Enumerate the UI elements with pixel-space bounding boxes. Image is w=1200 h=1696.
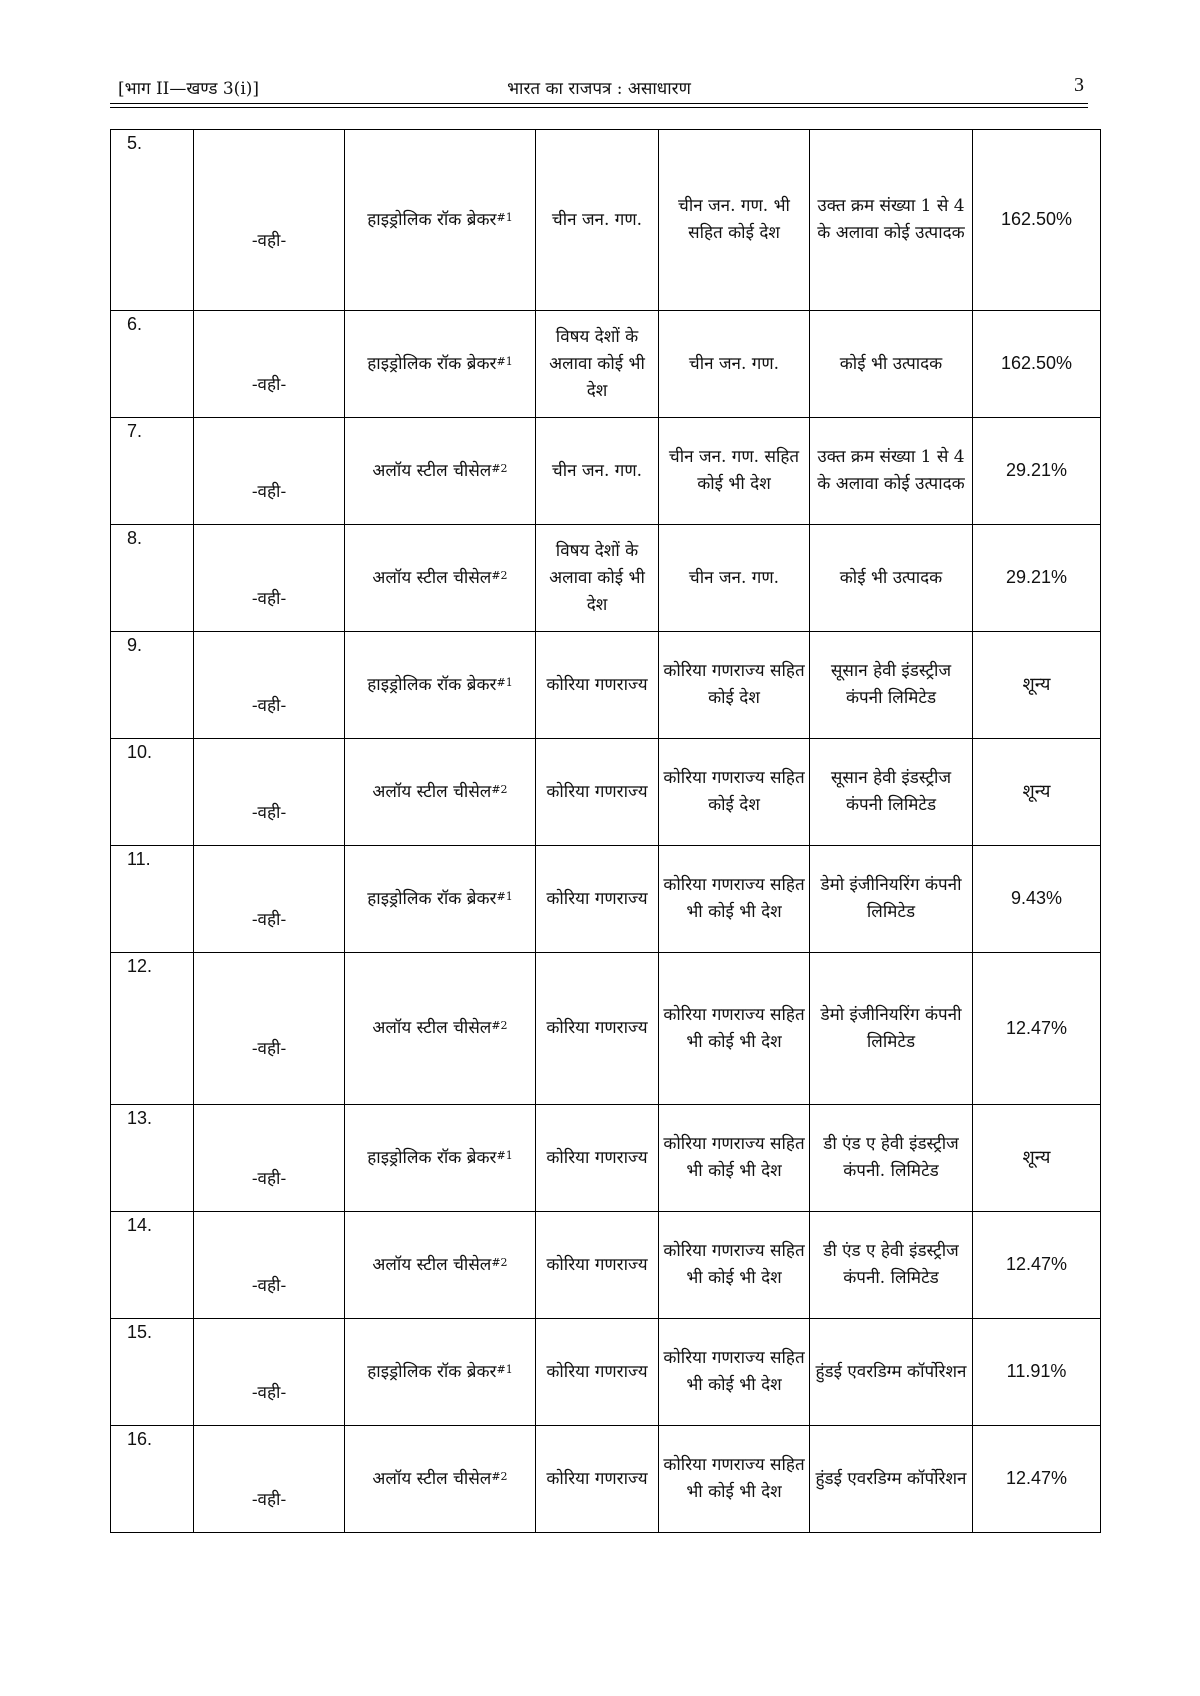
same-as-above-cell [194, 130, 345, 311]
footnote-marker: #1 [496, 675, 513, 689]
product-cell [345, 525, 536, 632]
footnote-marker: #2 [491, 1469, 508, 1483]
export-cell [659, 130, 810, 311]
table-row [111, 846, 1101, 953]
table-row [111, 418, 1101, 525]
country-of-export: कोरिया गणराज्य सहित भी कोई भी देश [663, 1134, 805, 1181]
serial-number: 5. [127, 133, 143, 153]
country-of-origin: कोरिया गणराज्य [546, 888, 648, 909]
duty-rate: 162.50% [1000, 353, 1073, 373]
serial-number: 6. [127, 314, 143, 334]
same-as-above-cell [194, 739, 345, 846]
footnote-marker: #1 [496, 1148, 513, 1162]
serial-number: 11. [127, 849, 151, 869]
gazette-part: [भाग II—खण्ड 3(i)] [118, 79, 260, 99]
country-of-origin: कोरिया गणराज्य [546, 781, 648, 802]
export-cell [659, 311, 810, 418]
table-row [111, 525, 1101, 632]
producer-cell [810, 1319, 973, 1426]
serial-number: 9. [127, 635, 143, 655]
duty-cell [973, 311, 1101, 418]
header-rule-bottom [110, 107, 1088, 108]
serial-number: 7. [127, 421, 143, 441]
product-name: अलॉय स्टील चीसेल [372, 567, 492, 588]
same-as-above: -वही- [251, 1382, 287, 1403]
same-as-above-cell [194, 953, 345, 1105]
header-rule-top [110, 103, 1088, 104]
producer-cell [810, 1105, 973, 1212]
product-cell [345, 1105, 536, 1212]
gazette-title: भारत का राजपत्र : असाधारण [507, 79, 691, 99]
same-as-above-cell [194, 311, 345, 418]
same-as-above-cell [194, 1319, 345, 1426]
footnote-marker: #2 [491, 1019, 508, 1032]
producer-name: हुंडई एवरडिग्म कॉर्पोरेशन [815, 1468, 967, 1489]
same-as-above: -वही- [251, 1039, 287, 1059]
same-as-above-cell [194, 1105, 345, 1212]
duty-rate: 162.50% [1000, 209, 1073, 229]
export-cell [659, 525, 810, 632]
country-of-origin: चीन जन. गण. [551, 209, 643, 230]
duty-cell [973, 1105, 1101, 1212]
serial-number-cell [111, 953, 194, 1105]
duty-rate: शून्य [1022, 1147, 1051, 1167]
origin-cell [536, 632, 659, 739]
origin-cell [536, 1426, 659, 1533]
producer-name: उक्त क्रम संख्या 1 से 4 के अलावा कोई उत्पादक [817, 447, 965, 494]
export-cell [659, 418, 810, 525]
serial-number: 15. [127, 1322, 153, 1342]
producer-cell [810, 632, 973, 739]
producer-cell [810, 953, 973, 1105]
same-as-above: -वही- [251, 695, 287, 716]
export-cell [659, 739, 810, 846]
duty-rate: 12.47% [1005, 1017, 1068, 1038]
footnote-marker: #2 [491, 568, 508, 582]
duty-rate: 12.47% [1005, 1468, 1068, 1488]
same-as-above: -वही- [251, 1275, 287, 1296]
origin-cell [536, 739, 659, 846]
footnote-marker: #1 [496, 210, 513, 224]
country-of-origin: विषय देशों के अलावा कोई भी देश [549, 540, 645, 615]
product-name: अलॉय स्टील चीसेल [372, 1254, 492, 1275]
producer-cell [810, 1212, 973, 1319]
same-as-above: -वही- [251, 1168, 287, 1189]
product-cell [345, 1319, 536, 1426]
table-row [111, 1319, 1101, 1426]
duty-cell [973, 846, 1101, 953]
producer-cell [810, 418, 973, 525]
serial-number-cell [111, 311, 194, 418]
duty-rate: शून्य [1022, 781, 1051, 801]
page-number: 3 [1074, 74, 1084, 96]
serial-number: 16. [127, 1429, 153, 1449]
table-row [111, 130, 1101, 311]
serial-number-cell [111, 1319, 194, 1426]
duty-cell [973, 953, 1101, 1105]
producer-name: सूसान हेवी इंडस्ट्रीज कंपनी लिमिटेड [830, 661, 952, 708]
duty-cell [973, 418, 1101, 525]
origin-cell [536, 130, 659, 311]
serial-number-cell [111, 846, 194, 953]
same-as-above: -वही- [251, 802, 287, 823]
producer-name: कोई भी उत्पादक [839, 567, 943, 588]
product-cell [345, 130, 536, 311]
duty-cell [973, 1319, 1101, 1426]
export-cell [659, 1426, 810, 1533]
country-of-export: कोरिया गणराज्य सहित भी कोई भी देश [663, 1455, 805, 1502]
country-of-origin: कोरिया गणराज्य [546, 1018, 648, 1038]
duty-cell [973, 1426, 1101, 1533]
product-cell [345, 846, 536, 953]
duty-cell [973, 739, 1101, 846]
duty-rate: 29.21% [1005, 460, 1068, 480]
producer-cell [810, 311, 973, 418]
same-as-above-cell [194, 632, 345, 739]
footnote-marker: #1 [496, 354, 513, 368]
same-as-above: -वही- [251, 481, 287, 502]
producer-cell [810, 739, 973, 846]
country-of-origin: चीन जन. गण. [551, 460, 643, 481]
serial-number: 13. [127, 1108, 153, 1128]
producer-cell [810, 130, 973, 311]
serial-number: 10. [127, 742, 153, 762]
same-as-above-cell [194, 525, 345, 632]
same-as-above-cell [194, 418, 345, 525]
duty-rate: 12.47% [1005, 1254, 1068, 1274]
duty-cell [973, 130, 1101, 311]
country-of-export: कोरिया गणराज्य सहित कोई देश [663, 661, 805, 708]
producer-name: डी एंड ए हेवी इंडस्ट्रीज कंपनी. लिमिटेड [823, 1134, 959, 1181]
producer-name: डेमो इंजीनियरिंग कंपनी लिमिटेड [820, 1004, 962, 1052]
same-as-above-cell [194, 846, 345, 953]
product-cell [345, 1212, 536, 1319]
origin-cell [536, 525, 659, 632]
country-of-export: चीन जन. गण. [688, 567, 780, 588]
product-name: हाइड्रोलिक रॉक ब्रेकर [367, 353, 497, 374]
same-as-above-cell [194, 1426, 345, 1533]
table-row [111, 1105, 1101, 1212]
serial-number-cell [111, 418, 194, 525]
country-of-origin: कोरिया गणराज्य [546, 674, 648, 695]
duty-rate: 11.91% [1006, 1361, 1067, 1381]
country-of-origin: कोरिया गणराज्य [546, 1147, 648, 1168]
serial-number-cell [111, 130, 194, 311]
country-of-export: चीन जन. गण. [688, 353, 780, 374]
serial-number-cell [111, 1212, 194, 1319]
product-name: हाइड्रोलिक रॉक ब्रेकर [367, 1361, 497, 1382]
same-as-above: -वही- [251, 909, 287, 930]
page-header [110, 74, 1088, 102]
footnote-marker: #1 [496, 889, 513, 903]
product-cell [345, 1426, 536, 1533]
country-of-origin: कोरिया गणराज्य [546, 1468, 648, 1489]
producer-name: हुंडई एवरडिग्म कॉर्पोरेशन [815, 1361, 967, 1382]
product-name: अलॉय स्टील चीसेल [372, 1468, 492, 1489]
country-of-origin: विषय देशों के अलावा कोई भी देश [549, 326, 645, 401]
duty-cell [973, 525, 1101, 632]
product-cell [345, 953, 536, 1105]
serial-number: 12. [127, 956, 153, 976]
producer-name: कोई भी उत्पादक [839, 353, 943, 374]
export-cell [659, 953, 810, 1105]
country-of-export: चीन जन. गण. सहित कोई भी देश [668, 447, 800, 494]
table-row [111, 953, 1101, 1105]
same-as-above: -वही- [251, 230, 287, 251]
same-as-above-cell [194, 1212, 345, 1319]
product-name: अलॉय स्टील चीसेल [372, 1018, 492, 1038]
duty-cell [973, 632, 1101, 739]
export-cell [659, 1105, 810, 1212]
export-cell [659, 846, 810, 953]
country-of-origin: कोरिया गणराज्य [546, 1361, 648, 1382]
product-name: हाइड्रोलिक रॉक ब्रेकर [367, 1147, 497, 1168]
duty-rate: 29.21% [1005, 567, 1068, 587]
serial-number-cell [111, 1105, 194, 1212]
origin-cell [536, 846, 659, 953]
product-name: अलॉय स्टील चीसेल [372, 460, 492, 481]
product-cell [345, 311, 536, 418]
serial-number: 14. [127, 1215, 153, 1235]
producer-name: डेमो इंजीनियरिंग कंपनी लिमिटेड [820, 875, 962, 922]
producer-cell [810, 1426, 973, 1533]
duty-rate: 9.43% [1010, 888, 1063, 908]
footnote-marker: #2 [491, 1255, 508, 1269]
duty-cell [973, 1212, 1101, 1319]
origin-cell [536, 1212, 659, 1319]
country-of-export: चीन जन. गण. भी सहित कोई देश [678, 196, 790, 243]
product-cell [345, 418, 536, 525]
producer-name: डी एंड ए हेवी इंडस्ट्रीज कंपनी. लिमिटेड [823, 1241, 959, 1288]
serial-number-cell [111, 525, 194, 632]
country-of-export: कोरिया गणराज्य सहित भी कोई भी देश [663, 875, 805, 922]
product-name: हाइड्रोलिक रॉक ब्रेकर [367, 209, 497, 230]
table-row [111, 311, 1101, 418]
origin-cell [536, 418, 659, 525]
producer-name: उक्त क्रम संख्या 1 से 4 के अलावा कोई उत्पादक [817, 196, 965, 243]
producer-cell [810, 846, 973, 953]
country-of-export: कोरिया गणराज्य सहित कोई देश [663, 768, 805, 815]
duty-table [110, 129, 1101, 1533]
product-name: अलॉय स्टील चीसेल [372, 781, 492, 802]
country-of-export: कोरिया गणराज्य सहित भी कोई भी देश [663, 1241, 805, 1288]
same-as-above: -वही- [251, 374, 287, 395]
serial-number-cell [111, 1426, 194, 1533]
product-cell [345, 632, 536, 739]
same-as-above: -वही- [251, 1489, 287, 1510]
table-row [111, 1212, 1101, 1319]
footnote-marker: #2 [491, 461, 508, 475]
product-name: हाइड्रोलिक रॉक ब्रेकर [367, 674, 497, 695]
country-of-export: कोरिया गणराज्य सहित भी कोई भी देश [663, 1348, 805, 1395]
origin-cell [536, 311, 659, 418]
origin-cell [536, 953, 659, 1105]
origin-cell [536, 1105, 659, 1212]
table-row [111, 632, 1101, 739]
product-cell [345, 739, 536, 846]
country-of-export: कोरिया गणराज्य सहित भी कोई भी देश [663, 1004, 805, 1052]
origin-cell [536, 1319, 659, 1426]
export-cell [659, 632, 810, 739]
duty-table-body [111, 130, 1101, 1533]
export-cell [659, 1212, 810, 1319]
serial-number-cell [111, 632, 194, 739]
product-name: हाइड्रोलिक रॉक ब्रेकर [367, 888, 497, 909]
export-cell [659, 1319, 810, 1426]
table-row [111, 739, 1101, 846]
country-of-origin: कोरिया गणराज्य [546, 1254, 648, 1275]
duty-rate: शून्य [1022, 674, 1051, 694]
serial-number-cell [111, 739, 194, 846]
footnote-marker: #2 [491, 782, 508, 796]
producer-name: सूसान हेवी इंडस्ट्रीज कंपनी लिमिटेड [830, 768, 952, 815]
same-as-above: -वही- [251, 588, 287, 609]
footnote-marker: #1 [496, 1362, 513, 1376]
producer-cell [810, 525, 973, 632]
table-row [111, 1426, 1101, 1533]
serial-number: 8. [127, 528, 143, 548]
